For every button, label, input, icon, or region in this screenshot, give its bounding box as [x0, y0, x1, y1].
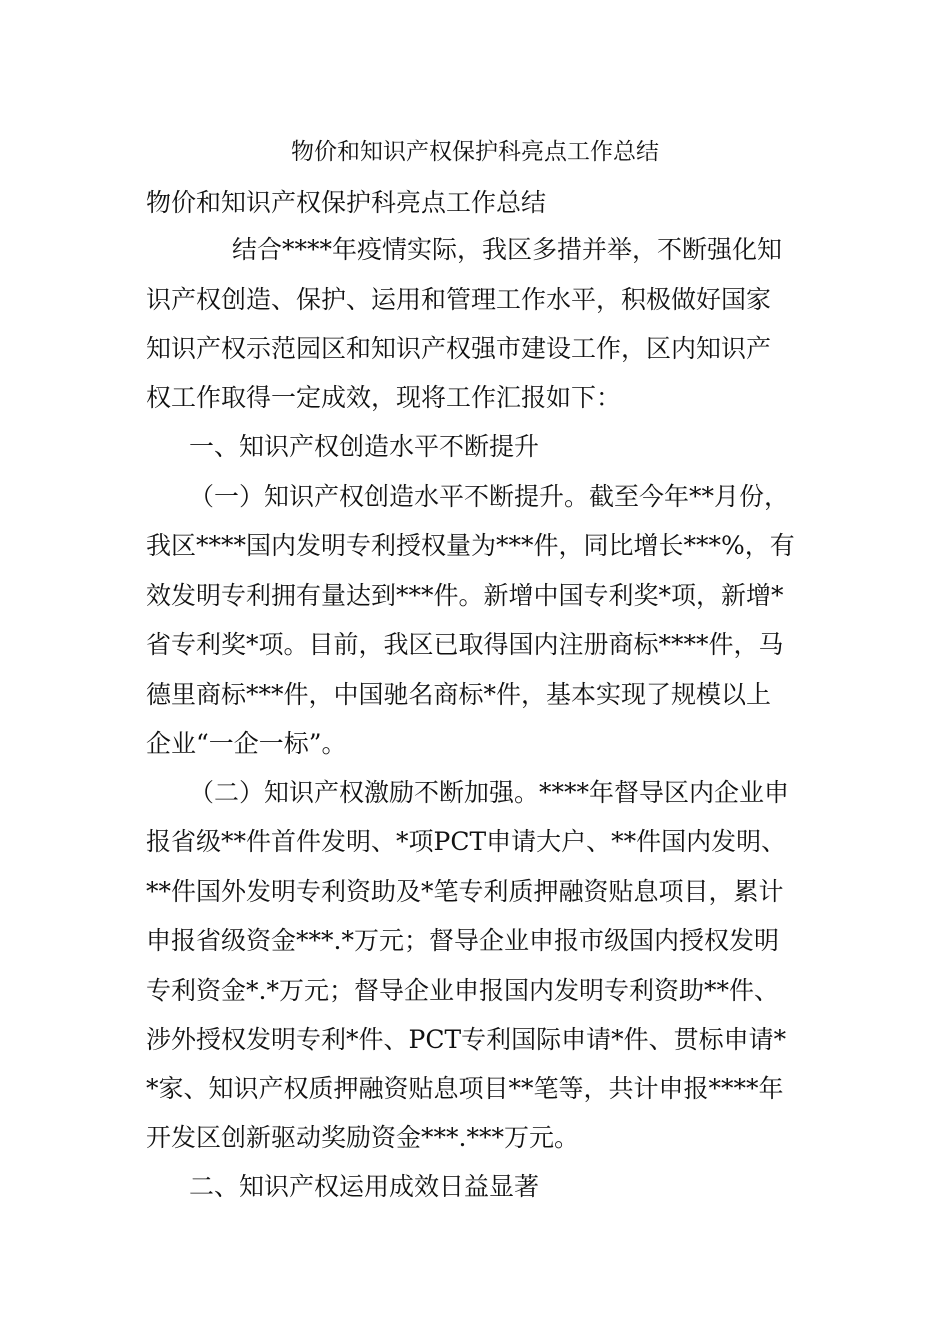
- document-title: 物价和知识产权保护科亮点工作总结: [291, 139, 659, 165]
- paragraph-line: 识产权创造、保护、运用和管理工作水平，积极做好国家: [146, 285, 772, 314]
- paragraph-line: 申报省级资金***.*万元；督导企业申报市级国内授权发明: [146, 926, 779, 955]
- paragraph-line: 企业“一企一标”。: [146, 729, 347, 758]
- paragraph-line: 报省级**件首件发明、*项PCT申请大户、**件国内发明、: [146, 827, 787, 856]
- paragraph-line: 权工作取得一定成效，现将工作汇报如下：: [146, 383, 622, 412]
- paragraph-line: **件国外发明专利资助及*笔专利质押融资贴息项目，累计: [146, 877, 784, 906]
- paragraph-line: 开发区创新驱动奖励资金***.***万元。: [146, 1123, 579, 1152]
- paragraph-line: 德里商标***件，中国驰名商标*件，基本实现了规模以上: [146, 680, 772, 709]
- subtitle-line: 物价和知识产权保护科亮点工作总结: [146, 188, 547, 217]
- paragraph-line: *家、知识产权质押融资贴息项目**笔等，共计申报****年: [146, 1074, 784, 1103]
- paragraph-line: 结合****年疫情实际，我区多措并举，不断强化知: [232, 235, 783, 264]
- paragraph-line: 效发明专利拥有量达到***件。新增中国专利奖*项，新增*: [146, 581, 784, 610]
- paragraph-line: （二）知识产权激励不断加强。****年督导区内企业申: [189, 778, 790, 807]
- paragraph-line: 省专利奖*项。目前，我区已取得国内注册商标****件，马: [146, 630, 784, 659]
- paragraph-line: 涉外授权发明专利*件、PCT专利国际申请*件、贯标申请*: [146, 1025, 787, 1054]
- paragraph-line: 我区****国内发明专利授权量为***件，同比增长***%，有: [146, 531, 795, 560]
- paragraph-line: 知识产权示范园区和知识产权强市建设工作，区内知识产: [146, 334, 772, 363]
- paragraph-line: 专利资金*.*万元；督导企业申报国内发明专利资助**件、: [146, 976, 779, 1005]
- section-heading: 一、知识产权创造水平不断提升: [189, 432, 540, 461]
- section-heading: 二、知识产权运用成效日益显著: [189, 1172, 540, 1201]
- paragraph-line: （一）知识产权创造水平不断提升。截至今年**月份，: [189, 482, 790, 511]
